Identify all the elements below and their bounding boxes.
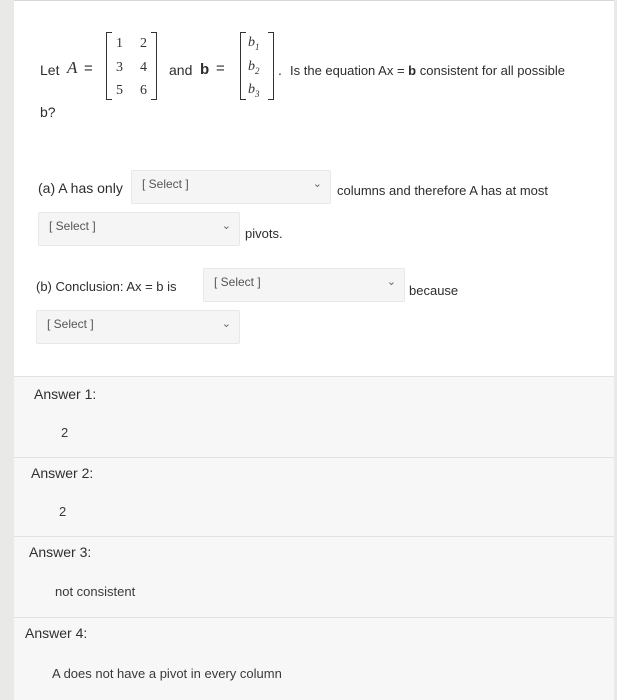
let-text: Let [40,62,60,78]
part-a-pivots-select[interactable] [38,212,240,246]
part-b-consistency-select[interactable] [203,268,405,302]
chevron-down-icon: ⌄ [312,178,322,190]
equals-sign-2: = [216,60,225,77]
matrix-A-cell: 1 [116,36,123,51]
part-b-reason-select[interactable] [36,310,240,344]
answer-1-value: 2 [61,425,69,440]
select-label: [ Select ] [142,177,189,191]
part-a-suffix: pivots. [245,226,283,241]
matrix-A-cell: 6 [140,83,147,98]
and-text: and [169,62,193,78]
select-label: [ Select ] [47,317,94,331]
top-border [14,0,614,1]
answer-2-block [14,458,614,536]
answer-4-block [14,618,614,700]
chevron-down-icon: ⌄ [221,220,231,232]
answer-2-value: 2 [59,504,67,519]
answer-2-label: Answer 2: [31,465,94,481]
equals-sign: = [84,60,93,77]
vector-b-entry: $b_2$ [248,59,260,76]
question-end: b? [40,104,56,120]
b-symbol: b [200,61,210,78]
part-a-prefix: (a) A has only [38,180,123,196]
vector-b-left-bracket [240,32,246,100]
vector-b-entry: $b_1$ [248,35,260,52]
chevron-down-icon: ⌄ [221,318,231,330]
select-label: [ Select ] [49,219,96,233]
vector-b-entry: $b_3$ [248,82,260,99]
matrix-A-right-bracket [151,32,157,100]
part-b-middle: because [409,283,459,298]
part-b-prefix: (b) Conclusion: Ax = b is [36,279,177,294]
answer-4-value: A does not have a pivot in every column [52,666,282,681]
period: . [278,62,282,78]
answer-3-value: not consistent [55,584,136,599]
answer-3-block [14,537,614,617]
vector-b-right-bracket [268,32,274,100]
chevron-down-icon: ⌄ [386,276,396,288]
answer-1-block [14,377,614,457]
A-symbol: A [67,58,78,77]
matrix-A-left-bracket [106,32,112,100]
matrix-A-cell: 3 [116,60,123,75]
answer-3-label: Answer 3: [29,544,92,560]
answer-1-label: Answer 1: [34,386,97,402]
matrix-A-cell: 2 [140,36,147,51]
matrix-A-cell: 5 [116,83,123,98]
answer-4-label: Answer 4: [25,625,88,641]
part-a-middle: columns and therefore A has at most [337,183,549,198]
select-label: [ Select ] [214,275,261,289]
matrix-A-cell: 4 [140,60,147,75]
question-text: Is the equation Ax = b consistent for all possible [290,63,565,78]
part-a-columns-select[interactable] [131,170,331,204]
